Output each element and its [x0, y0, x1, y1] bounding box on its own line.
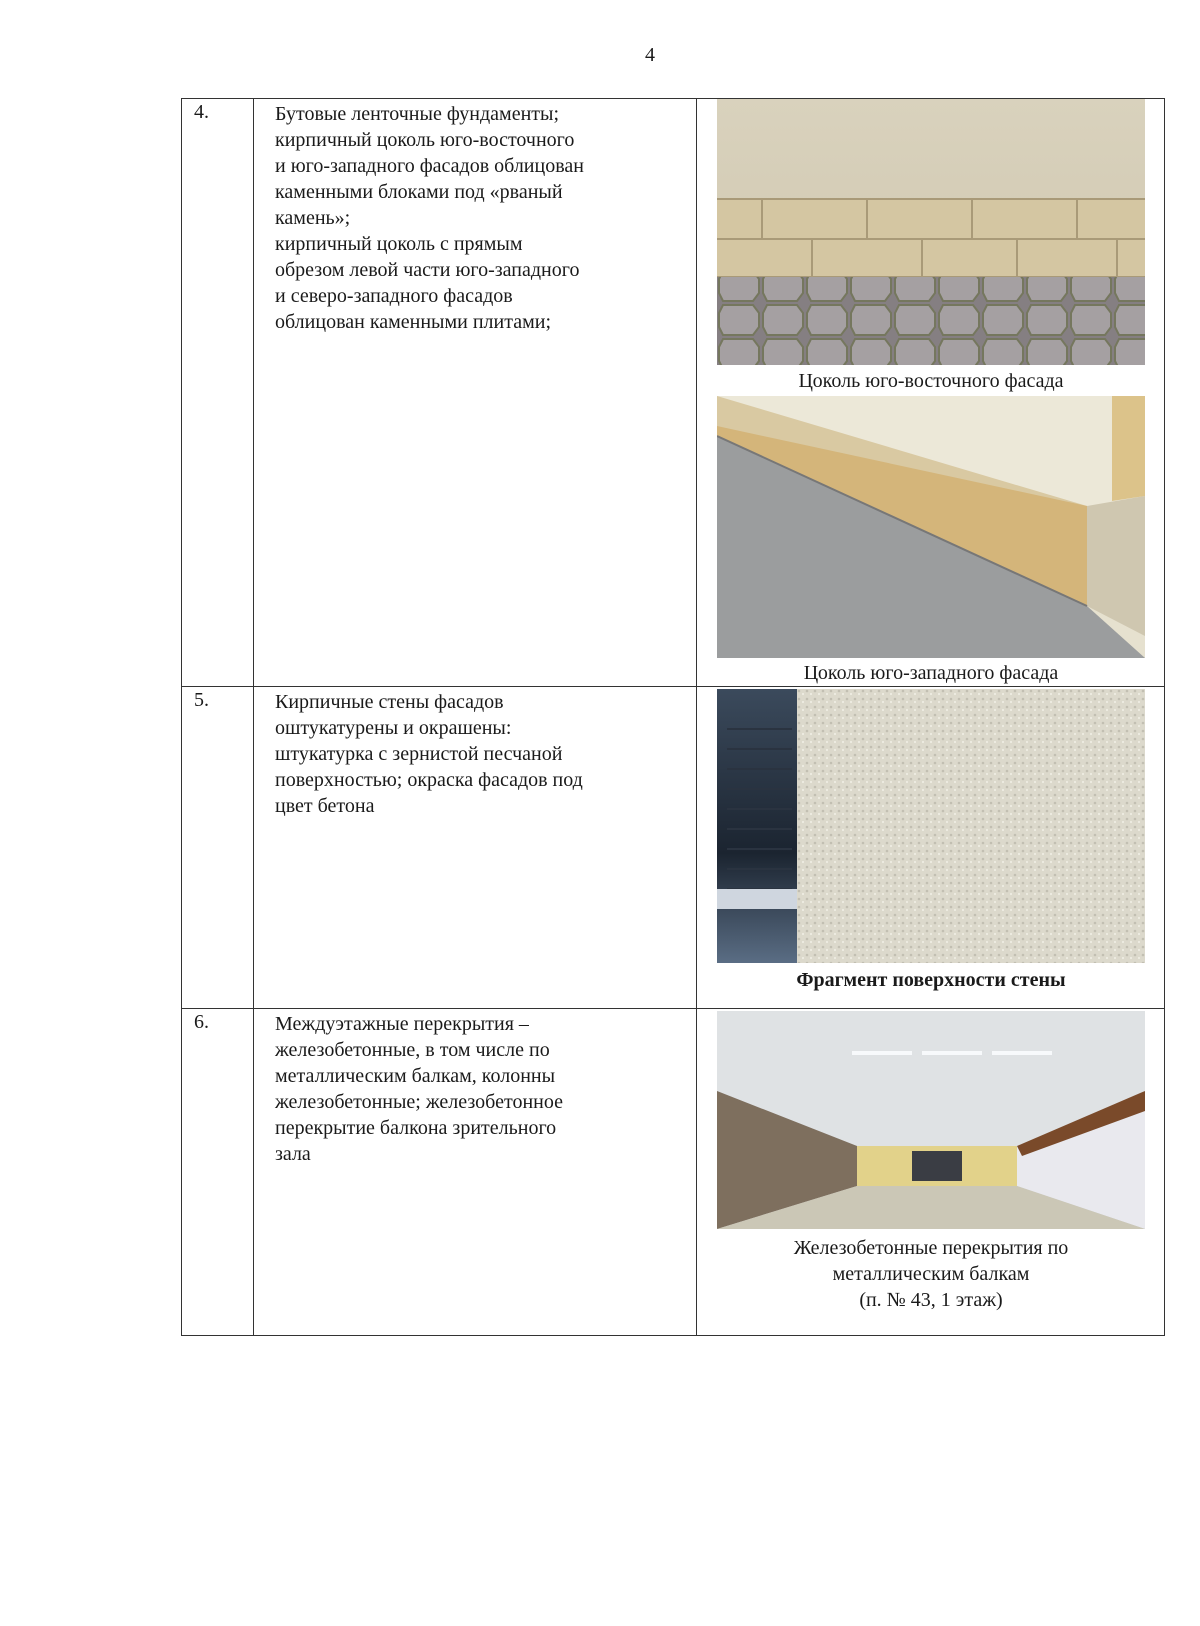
table-row [182, 687, 1165, 1009]
row-description-text: Бутовые ленточные фундаменты; кирпичный цоколь юго-восточного и юго-западного фасадов облицован каменными блоками под «рваный камень»; кирпичный цоколь с прямым обрезом левой части юго-западного и северо-западного фасадов облицован каменными плитами; [275, 103, 584, 333]
photo-plinth-southeast [717, 99, 1145, 365]
row-description-text: Междуэтажные перекрытия – железобетонные, в том числе по металлическим балкам, колонны железобетонные; железобетонное перекрытие балкона зрительного зала [275, 1013, 563, 1165]
photo-plinth-southwest [717, 396, 1145, 658]
row-description [254, 1009, 697, 1336]
photo-wall-surface [717, 689, 1145, 963]
table-row [182, 1009, 1165, 1336]
row-photos [697, 1009, 1165, 1336]
row-description-text: Кирпичные стены фасадов оштукатурены и окрашены: штукатурка с зернистой песчаной поверхностью; окраска фасадов под цвет бетона [275, 691, 583, 817]
photo-corridor-ceiling [717, 1011, 1145, 1229]
table-row [182, 99, 1165, 687]
row-number: 4. [182, 99, 254, 687]
photo-caption: Цоколь юго-восточного фасада [798, 370, 1064, 392]
row-number: 6. [182, 1009, 254, 1336]
row-photos [697, 99, 1165, 687]
row-number: 5. [182, 687, 254, 1009]
photo-caption: Железобетонные перекрытия по металлическим балкам (п. № 43, 1 этаж) [793, 1237, 1069, 1311]
photo-caption: Цоколь юго-западного фасада [803, 662, 1059, 684]
row-photos [697, 687, 1165, 1009]
row-description [254, 687, 697, 1009]
page-number: 4 [645, 44, 655, 66]
row-description [254, 99, 697, 687]
photo-caption: Фрагмент поверхности стены [796, 969, 1066, 991]
description-table [181, 98, 1165, 1336]
